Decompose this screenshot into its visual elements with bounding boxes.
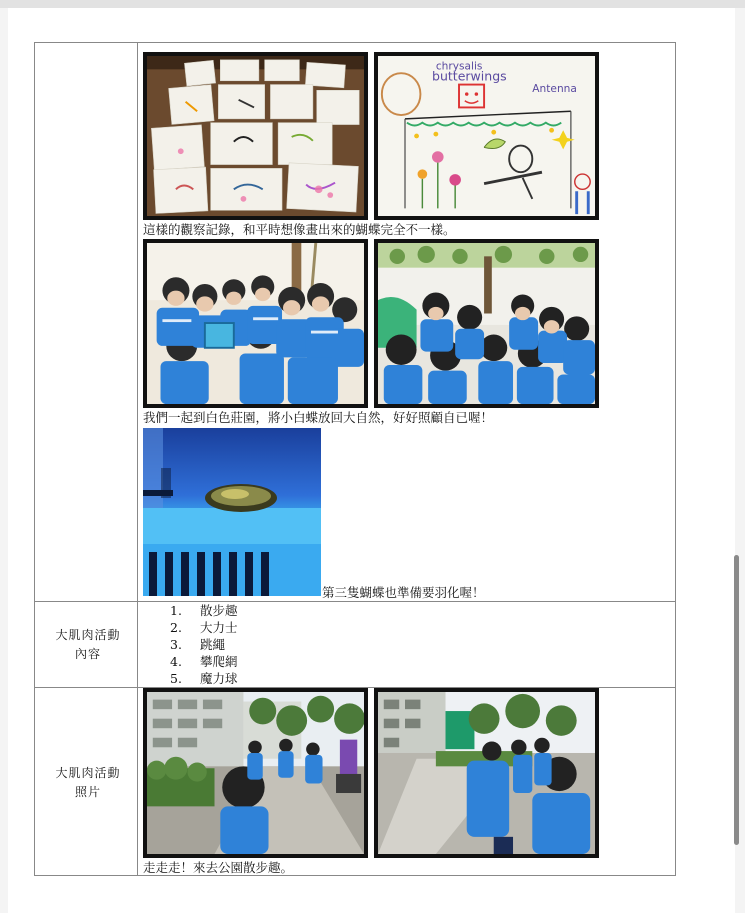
list-item — [170, 636, 238, 653]
photo-butterfly-pupa — [143, 428, 321, 596]
list-item-number: 1. — [170, 603, 182, 618]
table-column-divider — [137, 43, 138, 875]
drawing-label-chrysalis: chrysalis — [435, 60, 483, 73]
vertical-scrollbar[interactable] — [734, 555, 739, 845]
photo-child-butterfly-drawing — [374, 52, 599, 220]
garden-caption: 我們一起到白色莊園，將小白蝶放回大自然，好好照顧自已喔！ — [143, 410, 494, 425]
list-item — [170, 619, 238, 636]
list-item — [170, 653, 238, 670]
pupa-caption: 第三隻蝴蝶也準備要羽化喔！ — [322, 585, 485, 600]
list-item-text: 攀爬網 — [200, 654, 238, 669]
table-row-divider-1 — [35, 601, 675, 602]
photo-children-with-butterfly-box — [143, 239, 368, 408]
list-item — [170, 602, 238, 619]
gross-motor-photos-label-line1: 大肌肉活動 — [55, 766, 121, 780]
gross-motor-photos-label-line2: 照片 — [74, 785, 101, 799]
gross-motor-content-label — [41, 626, 135, 664]
viewer-top-bar — [0, 0, 745, 8]
photo-children-in-garden — [374, 239, 599, 408]
list-item-text: 散步趣 — [200, 603, 238, 618]
park-walk-caption: 走走走！來去公園散步趣。 — [143, 860, 294, 875]
list-item-number: 4. — [170, 654, 182, 669]
gross-motor-photos-label — [41, 764, 135, 802]
list-item-number: 5. — [170, 671, 182, 686]
photo-park-walk-2 — [374, 688, 599, 858]
list-item-text: 魔力球 — [200, 671, 238, 686]
observation-caption: 這樣的觀察記錄，和平時想像畫出來的蝴蝶完全不一樣。 — [143, 222, 456, 237]
drawing-label-butterwings: butterwings — [432, 68, 507, 84]
gross-motor-content-label-line1: 大肌肉活動 — [55, 628, 121, 642]
list-item-number: 3. — [170, 637, 182, 652]
gross-motor-content-label-line2: 內容 — [74, 647, 101, 661]
photo-park-walk-1 — [143, 688, 368, 858]
photo-observation-drawings — [143, 52, 368, 220]
list-item-text: 跳繩 — [200, 637, 226, 652]
list-item-number: 2. — [170, 620, 182, 635]
drawing-label-antenna: Antenna — [532, 83, 577, 96]
list-item-text: 大力士 — [200, 620, 238, 635]
list-item — [170, 670, 238, 687]
gross-motor-activity-list — [170, 602, 238, 687]
